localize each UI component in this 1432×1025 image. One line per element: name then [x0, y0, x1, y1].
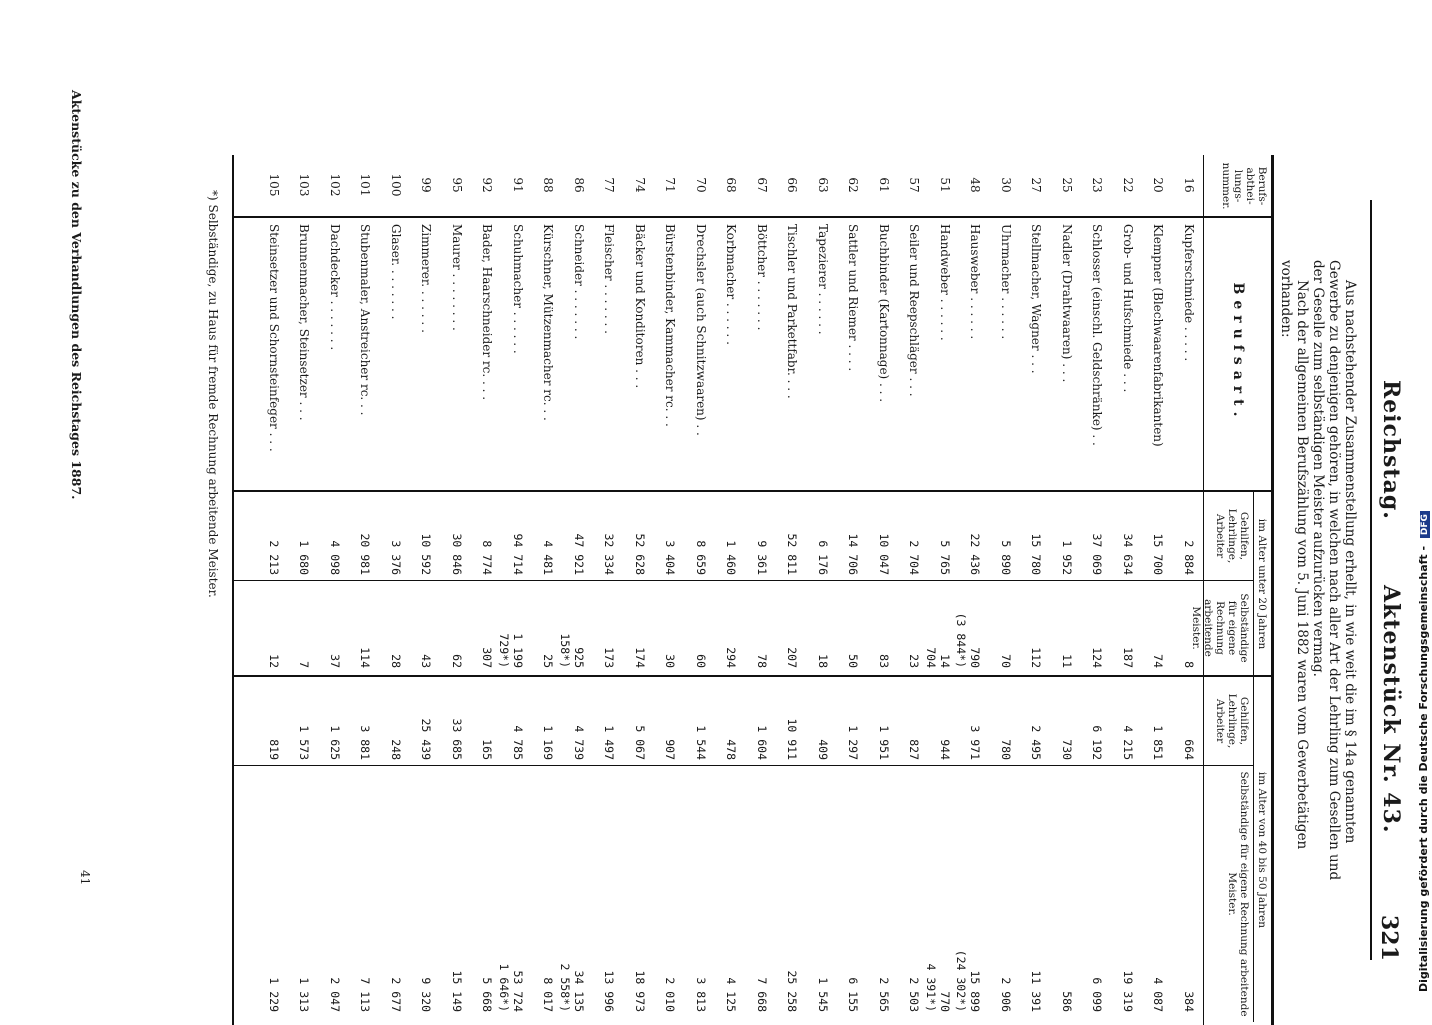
table-row [719, 0, 739, 1012]
table-row [749, 0, 769, 1012]
row-value-gehilfen-40-50: 25 439 [419, 718, 434, 760]
row-value-gehilfen-under-20: 10 047 [877, 533, 891, 575]
table-row [780, 0, 800, 1012]
row-number: 70 [694, 177, 708, 193]
row-berufsart: Grob- und Hufschmiede . . . [1121, 224, 1135, 393]
row-berufsart: Böttcher . . . . . . . [755, 224, 769, 331]
row-berufsart: Drechsler (auch Schnitzwaaren) . . [694, 224, 708, 436]
row-value-gehilfen-40-50: 248 [389, 739, 403, 760]
row-value-selbst-under-20: 83 [877, 654, 891, 668]
table-row [902, 0, 922, 1012]
row-berufsart: Steinsetzer und Schornsteinfeger . . . [267, 224, 281, 452]
row-value-selbst-40-50-extra: 2 558*) [558, 963, 572, 1012]
row-value-selbst-under-20: 18 [816, 654, 830, 668]
row-value-selbst-under-20: 187 [1121, 647, 1135, 668]
row-number: 30 [999, 177, 1013, 193]
row-value-selbst-40-50-extra: 4 391*) [924, 963, 938, 1012]
row-number: 22 [1121, 177, 1135, 193]
row-value-gehilfen-under-20: 14 706 [846, 533, 861, 575]
row-value-gehilfen-40-50: 165 [480, 739, 495, 760]
row-value-selbst-40-50: 6 155 [846, 977, 861, 1012]
row-value-gehilfen-40-50: 664 [1182, 739, 1196, 760]
row-value-gehilfen-40-50: 944 [938, 739, 952, 760]
row-berufsart: Brunnenmacher, Steinsetzer . . . [297, 224, 312, 421]
row-number: 27 [1029, 177, 1044, 193]
table-row [841, 0, 861, 1012]
row-number: 103 [297, 173, 312, 197]
row-number: 74 [633, 177, 647, 193]
row-number: 16 [1182, 177, 1196, 193]
table-row [1024, 0, 1044, 1012]
row-value-selbst-40-50: 4 125 [724, 977, 739, 1012]
row-value-selbst-under-20-extra: (3 844*) [954, 612, 969, 668]
row-value-gehilfen-under-20: 52 811 [785, 533, 800, 575]
row-value-gehilfen-under-20: 2 704 [907, 540, 922, 575]
row-value-gehilfen-under-20: 32 334 [602, 533, 617, 575]
table-row [383, 0, 403, 1012]
row-value-selbst-under-20: 8 [1182, 661, 1196, 668]
table-row [924, 0, 952, 1012]
row-value-selbst-under-20: 173 [602, 647, 617, 668]
row-berufsart: Korbmacher . . . . . . [724, 224, 739, 345]
row-value-selbst-40-50: 1 229 [267, 977, 281, 1012]
row-value-gehilfen-under-20: 10 592 [419, 533, 434, 575]
table-row [444, 0, 464, 1012]
row-value-selbst-40-50: 4 087 [1151, 977, 1166, 1012]
row-value-selbst-under-20: 11 [1060, 654, 1074, 668]
row-value-selbst-under-20: 7 [297, 661, 312, 668]
row-value-gehilfen-40-50: 1 604 [755, 725, 769, 760]
row-berufsart: Tapezierer . . . . . . [816, 224, 830, 335]
row-number: 63 [816, 177, 830, 193]
row-value-gehilfen-under-20: 30 846 [450, 533, 464, 575]
footnote: *) Selbständige, zu Haus für fremde Rechnung arbeitende Meister. [206, 190, 220, 598]
table-row [414, 0, 434, 1012]
row-value-selbst-40-50: 19 319 [1121, 970, 1135, 1012]
row-number: 105 [267, 173, 281, 197]
dfg-logo: DFG [1420, 511, 1430, 538]
row-number: 92 [480, 177, 495, 193]
row-value-selbst-40-50: 8 017 [541, 977, 556, 1012]
row-value-selbst-under-20: 114 [358, 647, 373, 668]
row-berufsart: Glaser. . . . . . . . [389, 224, 403, 320]
row-value-selbst-40-50: 1 313 [297, 977, 312, 1012]
row-value-gehilfen-under-20: 52 628 [633, 533, 647, 575]
row-value-gehilfen-under-20: 4 481 [541, 540, 556, 575]
row-value-gehilfen-under-20: 20 981 [358, 533, 373, 575]
row-value-gehilfen-40-50: 4 739 [572, 725, 586, 760]
row-berufsart: Stellmacher, Wagner . . . [1029, 224, 1044, 374]
table-row [597, 0, 617, 1012]
row-value-gehilfen-under-20: 5 890 [999, 540, 1013, 575]
intro-text [1278, 260, 1358, 900]
row-value-selbst-under-20: 112 [1029, 647, 1044, 668]
row-number: 48 [968, 177, 983, 193]
row-value-gehilfen-under-20: 94 714 [511, 533, 525, 575]
row-berufsart: Seiler und Reepschläger . . . [907, 224, 922, 397]
row-value-selbst-under-20: 25 [541, 654, 556, 668]
row-value-gehilfen-under-20: 5 765 [938, 540, 952, 575]
row-value-gehilfen-40-50: 5 067 [633, 725, 647, 760]
row-value-gehilfen-under-20: 1 680 [297, 540, 312, 575]
row-value-selbst-40-50-extra: (24 302*) [954, 949, 969, 1012]
row-value-selbst-under-20: 23 [907, 654, 922, 668]
header-gehilfen-1: Gehilfen, Lehrlinge, Arbeiter [1214, 508, 1250, 564]
row-value-gehilfen-40-50: 3 971 [968, 725, 983, 760]
page-header-title: Reichstag. [1378, 380, 1404, 520]
row-number: 86 [572, 177, 586, 193]
digitization-sidebar [1410, 0, 1432, 1000]
row-value-gehilfen-under-20: 8 659 [694, 540, 708, 575]
row-value-selbst-40-50: 15 149 [450, 970, 464, 1012]
row-value-gehilfen-under-20: 3 404 [663, 540, 678, 575]
row-value-gehilfen-40-50: 1 573 [297, 725, 312, 760]
row-value-selbst-under-20: 207 [785, 647, 800, 668]
row-value-selbst-40-50: 2 047 [328, 977, 342, 1012]
row-value-selbst-40-50: 2 906 [999, 977, 1013, 1012]
row-number: 66 [785, 177, 800, 193]
row-value-gehilfen-40-50: 819 [267, 739, 281, 760]
header-berufsart: Berufsart. [1230, 282, 1246, 423]
row-value-selbst-under-20-extra: 729*) [497, 633, 511, 668]
page-header-number: 321 [1376, 915, 1402, 961]
row-value-selbst-40-50: 2 677 [389, 977, 403, 1012]
row-number: 51 [938, 177, 952, 193]
table-row [688, 0, 708, 1012]
header-selbst-2: Selbständige für eigene Rechnung arbeitende Meister. [1226, 771, 1250, 1017]
row-value-gehilfen-under-20: 8 774 [480, 540, 495, 575]
row-number: 57 [907, 177, 922, 193]
table-row [261, 0, 281, 1012]
row-value-gehilfen-40-50: 1 951 [877, 725, 891, 760]
row-value-selbst-40-50-extra: 1 646*) [497, 963, 511, 1012]
row-value-selbst-under-20: 294 [724, 647, 739, 668]
row-value-selbst-under-20: 790 [968, 647, 983, 668]
page-header-document: Aktenstück Nr. 43. [1378, 585, 1404, 834]
header-gehilfen-2: Gehilfen, Lehrlinge, Arbeiter [1214, 693, 1250, 749]
row-value-gehilfen-40-50: 3 881 [358, 725, 373, 760]
row-berufsart: Sattler und Riemer . . . . [846, 224, 861, 372]
row-berufsart: Buchbinder (Kartonnage) . . . [877, 224, 891, 403]
row-value-gehilfen-40-50: 730 [1060, 739, 1074, 760]
row-number: 67 [755, 177, 769, 193]
row-value-gehilfen-40-50: 1 297 [846, 725, 861, 760]
row-number: 61 [877, 177, 891, 193]
row-value-selbst-40-50: 13 996 [602, 970, 617, 1012]
row-value-selbst-under-20: 925 [572, 647, 586, 668]
row-value-selbst-40-50: 3 813 [694, 977, 708, 1012]
row-value-selbst-under-20: 12 [267, 654, 281, 668]
row-value-gehilfen-40-50: 2 495 [1029, 725, 1044, 760]
row-number: 62 [846, 177, 861, 193]
row-value-gehilfen-40-50: 10 911 [785, 718, 800, 760]
row-berufsart: Bürstenbinder, Kammacher rc. . . [663, 224, 678, 427]
row-number: 100 [389, 173, 403, 197]
row-number: 71 [663, 177, 678, 193]
row-value-selbst-under-20: 43 [419, 654, 434, 668]
table-row [322, 0, 342, 1012]
row-value-gehilfen-40-50: 827 [907, 739, 922, 760]
row-value-gehilfen-40-50: 1 169 [541, 725, 556, 760]
row-number: 77 [602, 177, 617, 193]
row-value-selbst-40-50: 15 899 [968, 970, 983, 1012]
header-selbst-1: Selbständige für eigene Rechnung arbeitende Meister. [1190, 593, 1250, 663]
row-value-gehilfen-under-20: 34 634 [1121, 533, 1135, 575]
row-value-selbst-under-20-extra: 158*) [558, 633, 572, 668]
row-value-selbst-40-50: 770 [938, 991, 952, 1012]
row-value-gehilfen-40-50: 1 851 [1151, 725, 1166, 760]
row-value-selbst-under-20: 1 199 [511, 633, 525, 668]
row-value-selbst-under-20: 28 [389, 654, 403, 668]
table-group-rule [1253, 492, 1254, 1022]
row-berufsart: Uhrmacher . . . . . . [999, 224, 1013, 340]
row-value-selbst-40-50: 6 099 [1090, 977, 1105, 1012]
row-berufsart: Schuhmacher . . . . . . [511, 224, 525, 354]
table-row [658, 0, 678, 1012]
row-value-selbst-under-20: 78 [755, 654, 769, 668]
row-value-gehilfen-under-20: 6 176 [816, 540, 830, 575]
row-number: 23 [1090, 177, 1105, 193]
row-value-gehilfen-under-20: 3 376 [389, 540, 403, 575]
row-value-gehilfen-under-20: 2 213 [267, 540, 281, 575]
row-value-selbst-under-20: 124 [1090, 647, 1105, 668]
row-number: 88 [541, 177, 556, 193]
footer-source: Aktenstücke zu den Verhandlungen des Reichstages 1887. [69, 90, 84, 500]
row-number: 25 [1060, 177, 1074, 193]
row-number: 91 [511, 177, 525, 193]
table-bottom-rule [232, 155, 234, 1025]
row-value-selbst-40-50: 2 010 [663, 977, 678, 1012]
row-value-selbst-under-20: 307 [480, 647, 495, 668]
row-berufsart: Fleischer . . . . . . . [602, 224, 617, 334]
intro-paragraph-1: Aus nachstehender Zusammenstellung erhellt, in wie weit die im § 14a genannten Gewerbe zu denjenigen gehören, in welchen nach aller Art der Lehrling zum Gesellen und der Geselle zum selbständigen Meister aufzurücken vermag. [1310, 260, 1358, 881]
row-value-gehilfen-under-20: 15 700 [1151, 533, 1166, 575]
row-number: 99 [419, 177, 434, 193]
table-row [1115, 0, 1135, 1012]
row-berufsart: Handweber . . . . . . [938, 224, 952, 341]
row-berufsart: Zimmerer. . . . . . . [419, 224, 434, 333]
row-berufsart: Kürschner, Mützenmacher rc. . . [541, 224, 556, 421]
row-berufsart: Stubenmaler, Anstreicher rc. . . [358, 224, 373, 416]
row-value-selbst-under-20: 50 [846, 654, 861, 668]
table-row [292, 0, 312, 1012]
row-value-gehilfen-40-50: 1 497 [602, 725, 617, 760]
table-row [1146, 0, 1166, 1012]
row-value-selbst-40-50: 7 668 [755, 977, 769, 1012]
row-value-selbst-40-50: 2 503 [907, 977, 922, 1012]
row-value-gehilfen-under-20: 4 098 [328, 540, 342, 575]
row-value-selbst-40-50: 7 113 [358, 977, 373, 1012]
row-value-selbst-40-50: 384 [1182, 991, 1196, 1012]
row-berufsart: Bader, Haarschneider rc. . . . [480, 224, 495, 401]
row-value-selbst-40-50: 586 [1060, 991, 1074, 1012]
table-row [1176, 0, 1196, 1012]
table-row [810, 0, 830, 1012]
table-row [1054, 0, 1074, 1012]
row-berufsart: Bäcker und Konditoren . . . [633, 224, 647, 389]
row-value-gehilfen-40-50: 1 544 [694, 725, 708, 760]
row-berufsart: Klempner (Blechwaarenfabrikanten) [1151, 224, 1166, 447]
table-row [536, 0, 556, 1012]
row-number: 101 [358, 173, 373, 197]
row-number: 95 [450, 177, 464, 193]
row-value-selbst-under-20: 14 [938, 654, 952, 668]
table-row [954, 0, 983, 1012]
row-berufsart: Kupferschmiede . . . . . [1182, 224, 1196, 362]
bottom-page-number: 41 [78, 870, 92, 886]
row-value-gehilfen-40-50: 4 215 [1121, 725, 1135, 760]
header-group-40-50: im Alter von 40 bis 50 Jahren [1256, 771, 1268, 929]
row-value-gehilfen-40-50: 1 625 [328, 725, 342, 760]
row-value-selbst-40-50: 34 135 [572, 970, 586, 1012]
row-value-gehilfen-40-50: 907 [663, 739, 678, 760]
row-value-gehilfen-40-50: 6 192 [1090, 725, 1105, 760]
row-value-gehilfen-under-20: 47 921 [572, 533, 586, 575]
digitization-credit [1417, 12, 1430, 992]
row-value-selbst-under-20: 37 [328, 654, 342, 668]
header-rule [1370, 200, 1372, 960]
row-value-selbst-40-50: 5 668 [480, 977, 495, 1012]
row-value-gehilfen-40-50: 409 [816, 739, 830, 760]
row-value-selbst-under-20: 60 [694, 654, 708, 668]
row-value-gehilfen-40-50: 780 [999, 739, 1013, 760]
table-row [558, 0, 586, 1012]
row-number: 20 [1151, 177, 1166, 193]
table-top-rule [1271, 155, 1274, 1025]
row-berufsart: Dachdecker . . . . . . . [328, 224, 342, 351]
row-number: 68 [724, 177, 739, 193]
digitization-credit-text: Digitalisierung gefördert durch die Deutsche Forschungsgemeinschaft - [1417, 545, 1430, 992]
row-value-selbst-40-50: 25 258 [785, 970, 800, 1012]
row-value-gehilfen-40-50: 33 685 [450, 718, 464, 760]
table-row [871, 0, 891, 1012]
row-value-selbst-under-20: 74 [1151, 654, 1166, 668]
row-value-selbst-40-50: 1 545 [816, 977, 830, 1012]
row-berufsart: Nadler (Drahtwaaren) . . . [1060, 224, 1074, 383]
row-value-gehilfen-40-50: 4 785 [511, 725, 525, 760]
table-row [627, 0, 647, 1012]
row-value-selbst-under-20: 30 [663, 654, 678, 668]
row-value-selbst-40-50: 11 391 [1029, 970, 1044, 1012]
row-value-gehilfen-under-20: 1 460 [724, 540, 739, 575]
row-berufsart: Maurer . . . . . . . . [450, 224, 464, 331]
row-number: 102 [328, 173, 342, 197]
row-value-gehilfen-under-20: 15 780 [1029, 533, 1044, 575]
row-value-gehilfen-under-20: 2 884 [1182, 540, 1196, 575]
row-berufsart: Hausweber . . . . . . [968, 224, 983, 340]
table-row [993, 0, 1013, 1012]
row-value-selbst-40-50: 53 724 [511, 970, 525, 1012]
row-value-selbst-40-50: 2 565 [877, 977, 891, 1012]
row-berufsart: Schneider . . . . . . . [572, 224, 586, 340]
row-value-selbst-under-20-extra: 704 [924, 647, 938, 668]
table-row [475, 0, 495, 1012]
row-value-selbst-under-20: 174 [633, 647, 647, 668]
row-value-selbst-40-50: 9 320 [419, 977, 434, 1012]
table-row [1085, 0, 1105, 1012]
row-value-selbst-under-20: 62 [450, 654, 464, 668]
row-value-gehilfen-under-20: 1 952 [1060, 540, 1074, 575]
row-value-gehilfen-under-20: 9 361 [755, 540, 769, 575]
table-row [353, 0, 373, 1012]
header-group-under-20: im Alter unter 20 Jahren [1256, 518, 1268, 650]
row-value-gehilfen-under-20: 37 069 [1090, 533, 1105, 575]
row-value-selbst-under-20: 70 [999, 654, 1013, 668]
header-nummer: Berufs-abthei-lungs-nummer. [1220, 162, 1268, 210]
table-row [497, 0, 525, 1012]
row-value-gehilfen-40-50: 478 [724, 739, 739, 760]
row-value-selbst-40-50: 18 973 [633, 970, 647, 1012]
row-berufsart: Tischler und Parkettfabr. . . . [785, 224, 800, 399]
row-berufsart: Schlosser (einschl. Geldschränke) . . [1090, 224, 1105, 446]
intro-paragraph-2: Nach der allgemeinen Berufszählung vom 5. Juni 1882 waren vom Gewerbetätigen vorhanden: [1278, 260, 1310, 850]
row-value-gehilfen-under-20: 22 436 [968, 533, 983, 575]
